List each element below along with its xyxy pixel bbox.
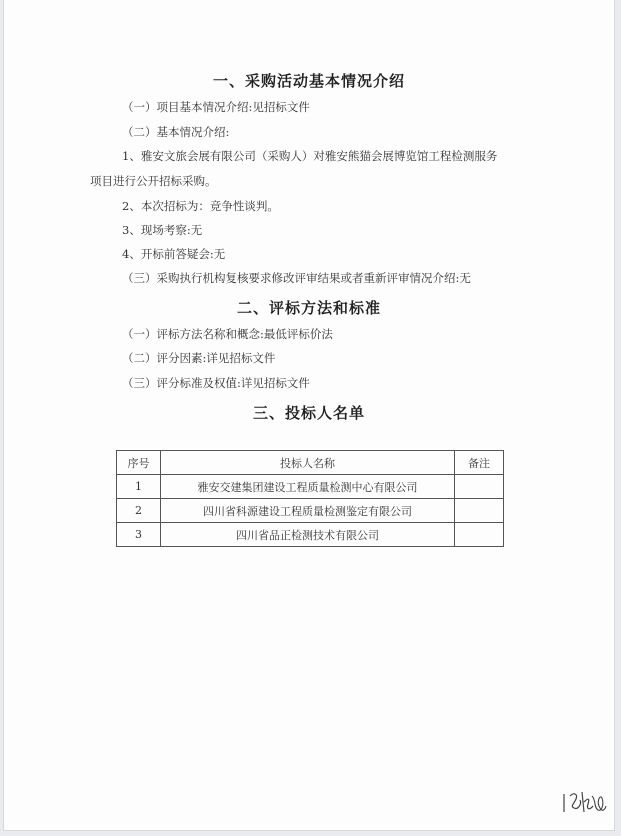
section1-point-1a: 1、雅安文旅会展有限公司（采购人）对雅安熊猫会展博览馆工程检测服务 [122,149,498,163]
section1-item-review: （三）采购执行机构复核要求修改评审结果或者重新评审情况介绍:无 [122,271,471,285]
table-header-row [117,451,504,475]
section1-title: 一、采购活动基本情况介绍 [212,72,405,90]
row-note [455,499,504,523]
bidder-table [116,450,504,547]
row-no: 1 [117,475,161,499]
section1-point-3: 3、现场考察:无 [122,223,203,237]
section2-item-method: （一）评标方法名称和概念:最低评标价法 [122,327,333,341]
section2-item-weights: （三）评分标准及权值:详见招标文件 [122,376,310,390]
table-row [117,523,504,547]
section2-item-factors: （二）评分因素:详见招标文件 [122,351,276,365]
row-no: 3 [117,523,161,547]
row-name: 四川省科源建设工程质量检测鉴定有限公司 [160,499,454,523]
section3-title: 三、投标人名单 [252,404,365,422]
table-row [117,499,504,523]
row-name: 雅安交建集团建设工程质量检测中心有限公司 [160,475,454,499]
header-name: 投标人名称 [160,451,454,475]
row-name: 四川省品正检测技术有限公司 [160,523,454,547]
section2-title: 二、评标方法和标准 [236,299,381,317]
section1-point-2: 2、本次招标为：竞争性谈判。 [122,199,279,213]
table-row [117,475,504,499]
row-note [455,475,504,499]
section1-item-basic-info: （二）基本情况介绍: [122,125,230,139]
header-no: 序号 [117,451,161,475]
row-note [455,523,504,547]
section1-item-project-info: （一）项目基本情况介绍:见招标文件 [122,100,310,114]
document-page [4,0,614,830]
row-no: 2 [117,499,161,523]
handwritten-signature-icon [560,786,608,816]
section1-point-4: 4、开标前答疑会:无 [122,247,226,261]
section1-point-1b: 项目进行公开招标采购。 [90,174,217,188]
header-note: 备注 [455,451,504,475]
